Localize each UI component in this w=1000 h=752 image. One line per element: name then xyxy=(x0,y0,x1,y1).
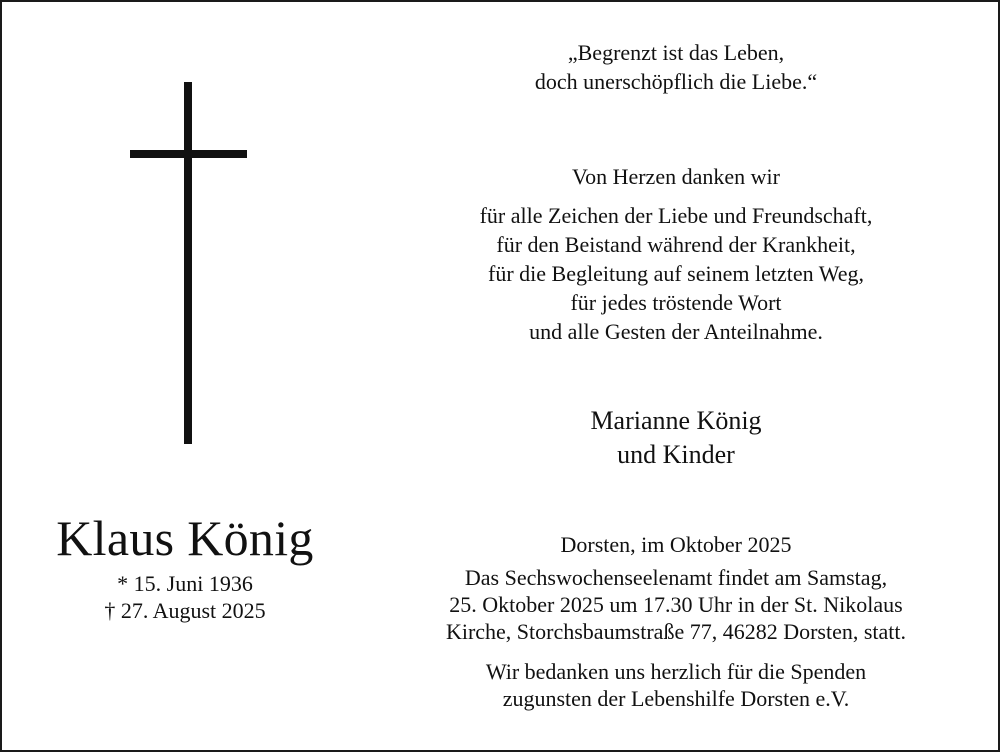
thanks-item: für jedes tröstende Wort xyxy=(570,290,782,315)
service-line: 25. Oktober 2025 um 17.30 Uhr in der St. Nikolaus xyxy=(449,592,903,617)
place-date: Dorsten, im Oktober 2025 xyxy=(560,532,792,557)
thanks-intro: Von Herzen danken wir xyxy=(572,164,780,189)
service-line: Kirche, Storchsbaumstraße 77, 46282 Dorsten, statt. xyxy=(445,619,907,644)
donation-line: Wir bedanken uns herzlich für die Spenden xyxy=(485,659,867,684)
cross-horizontal-bar xyxy=(130,150,247,158)
quote-line: „Begrenzt ist das Leben, xyxy=(567,40,785,65)
family-name: Marianne König xyxy=(590,406,762,435)
service-line: Das Sechswochenseelenamt findet am Samstag, xyxy=(464,565,888,590)
donation-note xyxy=(376,658,976,712)
family-members: und Kinder xyxy=(617,440,735,469)
thanks-item: für alle Zeichen der Liebe und Freundschaft, xyxy=(479,203,873,228)
donation-line: zugunsten der Lebenshilfe Dorsten e.V. xyxy=(502,686,850,711)
cross-vertical-bar xyxy=(184,82,192,444)
birth-date: * 15. Juni 1936 xyxy=(117,571,253,596)
thanks-list xyxy=(376,201,976,346)
family-signature xyxy=(376,404,976,472)
deceased-name: Klaus König xyxy=(56,510,314,566)
thanks-item: und alle Gesten der Anteilnahme. xyxy=(529,319,823,344)
quote-line: doch unerschöpflich die Liebe.“ xyxy=(534,69,818,94)
thanks-item: für den Beistand während der Krankheit, xyxy=(496,232,856,257)
life-dates xyxy=(0,570,370,624)
thanks-item: für die Begleitung auf seinem letzten Weg, xyxy=(488,261,864,286)
quote xyxy=(376,38,976,96)
service-info xyxy=(376,564,976,645)
death-date: † 27. August 2025 xyxy=(104,598,266,623)
